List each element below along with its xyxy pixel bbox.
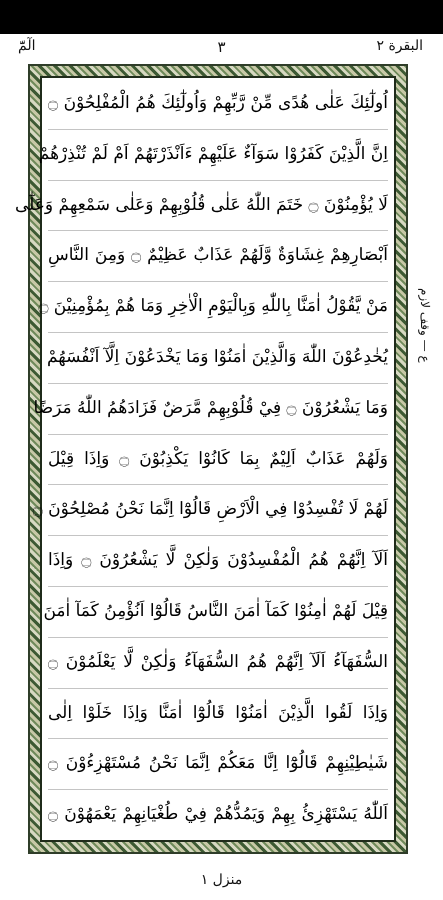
verse-line: اُولٰٓئِكَ عَلٰى هُدًى مِّنْ رَّبِّهِمْ وَاُولٰٓئِكَ هُمُ الْمُفْلِحُوْنَ ۝ [48,78,388,130]
ruku-marker: ع — وقف لازم [418,287,432,363]
verse-line: اَبْصَارِهِمْ غِشَاوَةٌ وَّلَهُمْ عَذَابٌ عَظِيْمٌ ۝ وَمِنَ النَّاسِ [48,230,388,282]
verse-line: شَيٰطِيْنِهِمْ قَالُوْٓا اِنَّا مَعَكُمْ اِنَّمَا نَحْنُ مُسْتَهْزِءُوْنَ ۝ [48,738,388,790]
verse-line: اَلَآ اِنَّهُمْ هُمُ الْمُفْسِدُوْنَ وَلٰكِنْ لَّا يَشْعُرُوْنَ ۝ وَاِذَا [48,535,388,587]
verse-line: يُخٰدِعُوْنَ اللّٰهَ وَالَّذِيْنَ اٰمَنُوْا وَمَا يَخْدَعُوْنَ اِلَّآ اَنْفُسَهُمْ [48,332,388,384]
page-header [0,34,443,64]
verse-line: مَنْ يَّقُوْلُ اٰمَنَّا بِاللّٰهِ وَبِالْيَوْمِ الْاٰخِرِ وَمَا هُمْ بِمُؤْمِنِيْنَ ۝ [48,281,388,333]
page-number: ٣ [217,38,226,56]
verse-line: السُّفَهَآءُ اَلَآ اِنَّهُمْ هُمُ السُّفَهَآءُ وَلٰكِنْ لَّا يَعْلَمُوْنَ ۝ [48,637,388,689]
verse-line: اِنَّ الَّذِيْنَ كَفَرُوْا سَوَآءٌ عَلَيْهِمْ ءَاَنْذَرْتَهُمْ اَمْ لَمْ تُنْذِرْهُمْ [48,129,388,181]
verse-line: وَلَهُمْ عَذَابٌ اَلِيْمٌ بِمَا كَانُوْا يَكْذِبُوْنَ ۝ وَاِذَا قِيْلَ [48,434,388,486]
juz-name: الٓمّٓ [18,38,36,54]
verse-line: قِيْلَ لَهُمْ اٰمِنُوْا كَمَآ اٰمَنَ النَّاسُ قَالُوْٓا اَنُؤْمِنُ كَمَآ اٰمَنَ [48,586,388,638]
surah-name: البقرة ٢ [376,38,423,54]
verse-line: وَاِذَا لَقُوا الَّذِيْنَ اٰمَنُوْا قَالُوْٓا اٰمَنَّا وَاِذَا خَلَوْا اِلٰى [48,688,388,740]
verse-line: لَا يُؤْمِنُوْنَ ۝ خَتَمَ اللّٰهُ عَلٰى قُلُوْبِهِمْ وَعَلٰى سَمْعِهِمْ وَعَلٰٓى [48,180,388,232]
verse-line: وَمَا يَشْعُرُوْنَ ۝ فِيْ قُلُوْبِهِمْ مَّرَضٌ فَزَادَهُمُ اللّٰهُ مَرَضًا [48,383,388,435]
text-panel[interactable] [14,76,396,842]
verse-line: اَللّٰهُ يَسْتَهْزِئُ بِهِمْ وَيَمُدُّهُمْ فِيْ طُغْيَانِهِمْ يَعْمَهُوْنَ ۝ [48,804,388,825]
ornamental-border [14,64,408,854]
verse-line: لَهُمْ لَا تُفْسِدُوْا فِي الْاَرْضِ قَالُوْٓا اِنَّمَا نَحْنُ مُصْلِحُوْنَ ۝ [48,484,388,536]
verse-lines [14,78,388,840]
status-bar [0,0,443,34]
manzil-footer: منزل ۱ [200,872,243,888]
